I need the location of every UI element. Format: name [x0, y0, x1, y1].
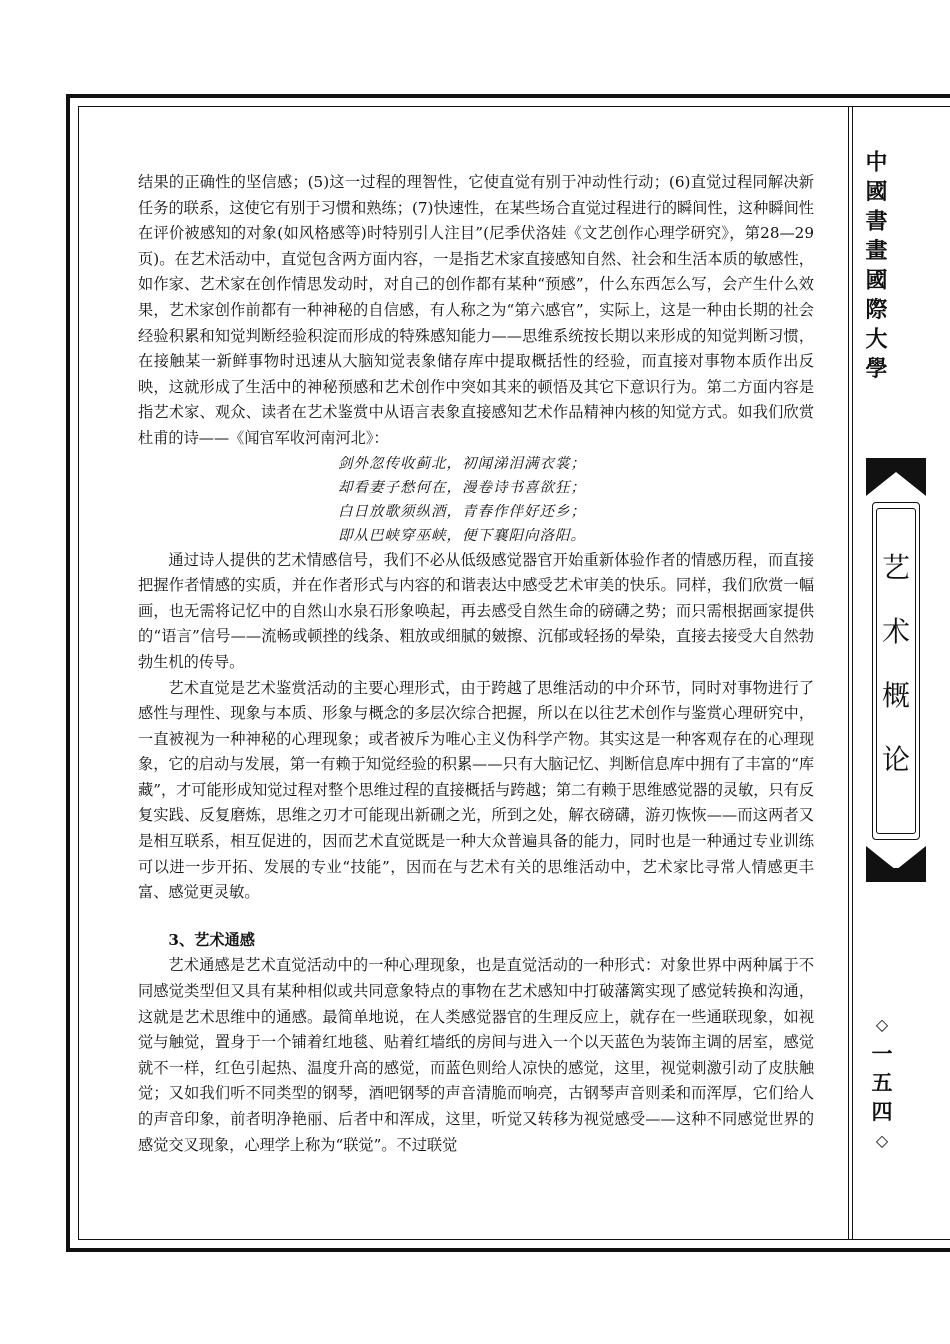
page-number — [862, 1010, 902, 1155]
poem — [138, 452, 814, 548]
section-heading: 3、艺术通感 — [168, 930, 255, 949]
poem-line: 却看妻子愁何在，漫卷诗书喜欲狂； — [338, 479, 586, 496]
school-name: 中國書畫國際大學 — [862, 150, 888, 386]
ornament-bar-bottom — [866, 868, 926, 882]
paragraph-2: 通过诗人提供的艺术情感信号，我们不必从低级感觉器官开始重新体验作者的情感历程，而直接把握作者情感的实质，并在作者形式与内容的和谐表达中感受艺术审美的快乐。同样，我们欣赏一幅画，也无需将记忆中的自然山水泉石形象唤起，再去感受自然生命的磅礴之势；而只需根据画家提供的“语言”信号——流畅或顿挫的线条、粗放或细腻的皴擦、沉郁或轻扬的晕染，直接去接受大自然勃勃生机的传导。 — [138, 550, 814, 671]
sidebar-divider-outer — [848, 106, 849, 1240]
book-title-block — [866, 458, 946, 886]
book-title — [878, 536, 914, 792]
paragraph-3: 艺术直觉是艺术鉴赏活动的主要心理形式，由于跨越了思维活动的中介环节，同时对事物进行了感性与理性、现象与本质、形象与概念的多层次综合把握，所以在以往艺术创作与鉴赏心理研究中，一直被视为一种神秘的心理现象；或者被斥为唯心主义伪科学产物。其实这是一种客观存在的心理现象，它的启动与发展，第一有赖于知觉经验的积累——只有大脑记忆、判断信息库中拥有了丰富的“库藏”，才可能形成知觉过程对整个思维过程的直接概括与跨越；第二有赖于思维感觉器的灵敏，只有反复实践、反复磨炼，思维之刃才可能现出新硎之光，所到之处，解衣磅礴，游刃恢恢——而这两者又是相互联系，相互促进的，因而艺术直觉既是一种大众普遍具备的能力，同时也是一种通过专业训练可以进一步开拓、发展的专业“技能”，因而在与艺术有关的思维活动中，艺术家比寻常人情感更丰富、感觉更灵敏。 — [138, 678, 815, 902]
ornament-notch-bottom — [866, 846, 926, 870]
book-title-char: 艺 — [881, 551, 910, 584]
ornament-bar-top — [866, 458, 926, 472]
main-text — [138, 170, 814, 1158]
book-title-char: 概 — [881, 679, 910, 712]
sidebar-divider-inner — [852, 106, 853, 1240]
poem-line: 即从巴峡穿巫峡，便下襄阳向洛阳。 — [338, 527, 586, 544]
paragraph-4: 艺术通感是艺术直觉活动中的一种心理现象，也是直觉活动的一种形式：对象世界中两种属于不同感觉类型但又具有某种相似或共同意象特点的事物在艺术感知中打破藩篱实现了感觉转换和沟通，这就是艺术思维中的通感。最简单地说，在人类感觉器官的生理反应上，就存在一些通联现象，如视觉与触觉，置身于一个铺着红地毯、贴着红墙纸的房间与进入一个以天蓝色为装饰主调的居室，感觉就不一样，红色引起热、温度升高的感觉，而蓝色则给人凉快的感觉，这里，视觉刺激引动了皮肤触觉；又如我们听不同类型的钢琴，酒吧钢琴的声音清脆而响亮，古钢琴声音则柔和而浑厚，它们给人的声音印象，前者明净艳丽、后者中和浑成，这里，听觉又转移为视觉感受——这种不同感觉世界的感觉交叉现象，心理学上称为“联觉”。不过联觉 — [138, 956, 814, 1154]
book-title-char: 论 — [881, 743, 910, 776]
page-number-char: 一 — [871, 1041, 893, 1066]
page-number-char: 五 — [871, 1070, 893, 1095]
poem-line: 剑外忽传收蓟北，初闻涕泪满衣裳； — [338, 455, 586, 472]
book-title-char: 术 — [881, 615, 910, 648]
diamond-icon: ◇ — [875, 1015, 889, 1034]
diamond-icon: ◇ — [875, 1131, 889, 1150]
poem-line: 白日放歌须纵酒，青春作伴好还乡； — [338, 503, 586, 520]
paragraph-1: 结果的正确性的坚信感；(5)这一过程的理智性，它使直觉有别于冲动性行动；(6)直觉过程同解决新任务的联系，这使它有别于习惯和熟练；(7)快速性，在某些场合直觉过程进行的瞬间性，这种瞬间性在评价被感知的对象(如风格感等)时特别引人注目”(尼季伏洛娃《文艺创作心理学研究》，第28—29页)。在艺术活动中，直觉包含两方面内容，一是指艺术家直接感知自然、社会和生活本质的敏感性，如作家、艺术家在创作情思发动时，对自己的创作都有某种“预感”，什么东西怎么写，会产生什么效果，艺术家创作前都有一种神秘的自信感，有人称之为“第六感官”，实际上，这是一种由长期的社会经验积累和知觉判断经验积淀而形成的特殊感知能力——思维系统按长期以来形成的知觉判断习惯，在接触某一新鲜事物时迅速从大脑知觉表象储存库中提取概括性的经验，而直接对事物本质作出反映，这就形成了生活中的神秘预感和艺术创作中突如其来的顿悟及其它下意识行为。第二方面内容是指艺术家、观众、读者在艺术鉴赏中从语言表象直接感知艺术作品精神内核的知觉方式。如我们欣赏杜甫的诗——《闻官军收河南河北》： — [138, 173, 814, 447]
ornament-notch-top — [866, 472, 926, 496]
page-number-char: 四 — [871, 1099, 893, 1124]
